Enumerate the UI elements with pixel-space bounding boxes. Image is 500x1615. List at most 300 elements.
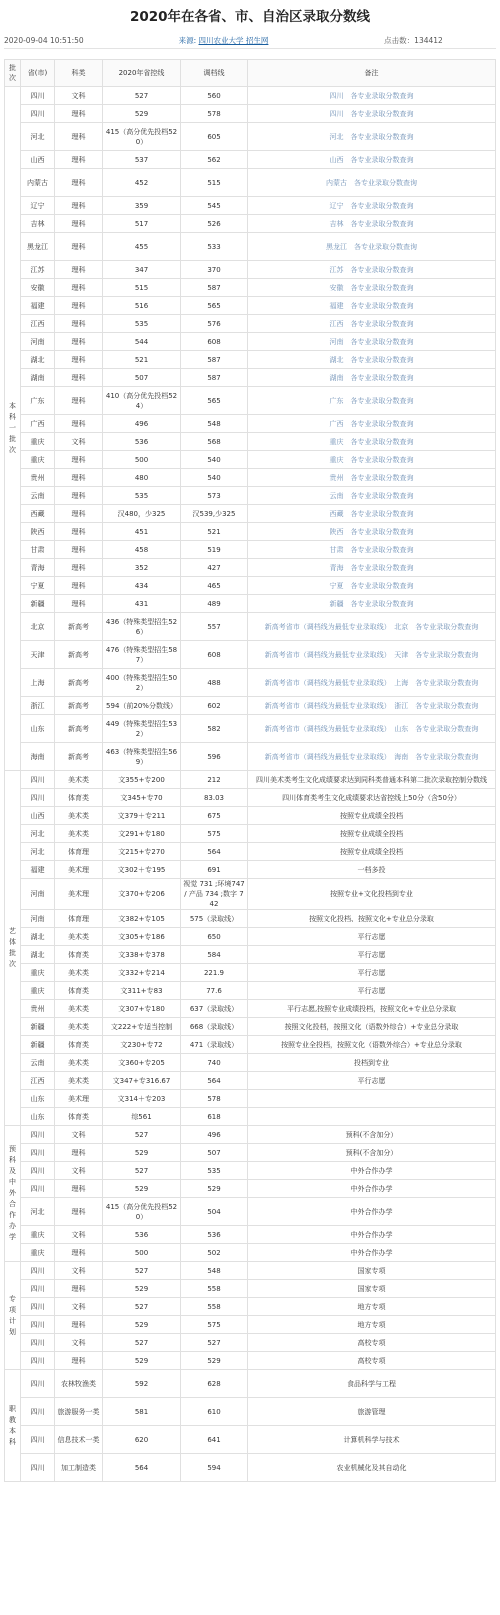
cell-subject: 理科 (55, 315, 103, 333)
cell-province: 四川 (21, 1280, 55, 1298)
cell-subject: 理科 (55, 1198, 103, 1226)
table-row (5, 1398, 496, 1426)
cell-remarks: 旅游管理 (248, 1398, 496, 1426)
cell-control-line: 529 (103, 1316, 181, 1334)
cell-control-line: 581 (103, 1398, 181, 1426)
cell-remarks: 按照文化投档、按照文化+专业总分录取 (248, 910, 496, 928)
cell-cutoff-line: 519 (181, 541, 248, 559)
cell-cutoff-line: 587 (181, 369, 248, 387)
batch-cell: 专项计划 (5, 1262, 21, 1370)
cell-cutoff-line: 77.6 (181, 982, 248, 1000)
cell-remarks: 平行志愿 (248, 928, 496, 946)
cell-control-line: 527 (103, 1126, 181, 1144)
cell-cutoff-line: 582 (181, 715, 248, 743)
cell-remarks[interactable]: 甘肃 各专业录取分数查询 (248, 541, 496, 559)
cell-remarks: 食品科学与工程 (248, 1370, 496, 1398)
cell-control-line: 452 (103, 169, 181, 197)
cell-remarks[interactable]: 新高考省市（调档线为最低专业录取线） 上海 各专业录取分数查询 (248, 669, 496, 697)
cell-remarks: 按照专业成绩全投档 (248, 807, 496, 825)
table-row (5, 1018, 496, 1036)
cell-province: 重庆 (21, 451, 55, 469)
cell-subject: 理科 (55, 1244, 103, 1262)
cell-province: 山东 (21, 1108, 55, 1126)
cell-cutoff-line: 641 (181, 1426, 248, 1454)
header-batch: 批次 (5, 60, 21, 87)
cell-subject: 理科 (55, 123, 103, 151)
cell-province: 四川 (21, 1316, 55, 1334)
cell-remarks: 中外合作办学 (248, 1226, 496, 1244)
cell-province: 山东 (21, 1090, 55, 1108)
cell-control-line: 436（特殊类型招生526） (103, 613, 181, 641)
cell-cutoff-line: 602 (181, 697, 248, 715)
cell-remarks: 农业机械化及其自动化 (248, 1454, 496, 1482)
cell-remarks: 平行志愿 (248, 1072, 496, 1090)
cell-province: 山东 (21, 715, 55, 743)
cell-remarks[interactable]: 宁夏 各专业录取分数查询 (248, 577, 496, 595)
cell-subject: 理科 (55, 1144, 103, 1162)
cell-subject: 体育类 (55, 1036, 103, 1054)
cell-province: 重庆 (21, 1226, 55, 1244)
table-row (5, 1054, 496, 1072)
cell-subject: 理科 (55, 151, 103, 169)
cell-province: 四川 (21, 1454, 55, 1482)
cell-province: 重庆 (21, 964, 55, 982)
cell-control-line: 529 (103, 105, 181, 123)
table-row (5, 297, 496, 315)
table-row (5, 151, 496, 169)
cell-cutoff-line: 540 (181, 469, 248, 487)
page-title: 2020年在各省、市、自治区录取分数线 (129, 9, 371, 25)
header-remarks: 备注 (248, 60, 496, 87)
cell-subject: 新高考 (55, 697, 103, 715)
cell-control-line: 516 (103, 297, 181, 315)
cell-control-line: 汉480，少325 (103, 505, 181, 523)
batch-cell: 职教本科 (5, 1370, 21, 1482)
cell-remarks: 高校专项 (248, 1334, 496, 1352)
cell-cutoff-line: 565 (181, 387, 248, 415)
cell-remarks[interactable]: 黑龙江 各专业录取分数查询 (248, 233, 496, 261)
cell-cutoff-line: 576 (181, 315, 248, 333)
cell-control-line: 文314＋专203 (103, 1090, 181, 1108)
table-row (5, 1090, 496, 1108)
table-row (5, 669, 496, 697)
cell-province: 河北 (21, 843, 55, 861)
cell-control-line: 500 (103, 1244, 181, 1262)
cell-remarks[interactable]: 新高考省市（调档线为最低专业录取线） 北京 各专业录取分数查询 (248, 613, 496, 641)
cell-province: 新疆 (21, 1036, 55, 1054)
cell-subject: 新高考 (55, 743, 103, 771)
table-row (5, 451, 496, 469)
table-header-row (5, 60, 496, 87)
cell-control-line: 536 (103, 433, 181, 451)
table-row (5, 1334, 496, 1352)
cell-cutoff-line: 汉539,少325 (181, 505, 248, 523)
cell-subject: 理科 (55, 559, 103, 577)
cell-province: 重庆 (21, 1244, 55, 1262)
cell-subject: 文科 (55, 1298, 103, 1316)
cell-remarks[interactable]: 江苏 各专业录取分数查询 (248, 261, 496, 279)
cell-subject: 美术类 (55, 1072, 103, 1090)
cell-remarks: 计算机科学与技术 (248, 1426, 496, 1454)
cell-remarks: 按照文化投档，按照文化（语数外综合）+专业总分录取 (248, 1018, 496, 1036)
cell-province: 宁夏 (21, 577, 55, 595)
cell-remarks: 投档到专业 (248, 1054, 496, 1072)
cell-province: 江苏 (21, 261, 55, 279)
admission-score-table (4, 59, 496, 1482)
cell-province: 天津 (21, 641, 55, 669)
cell-cutoff-line: 608 (181, 333, 248, 351)
cell-subject: 理科 (55, 541, 103, 559)
table-row (5, 1072, 496, 1090)
cell-cutoff-line: 668（录取线） (181, 1018, 248, 1036)
table-row (5, 577, 496, 595)
cell-remarks[interactable]: 河北 各专业录取分数查询 (248, 123, 496, 151)
cell-control-line: 517 (103, 215, 181, 233)
cell-cutoff-line: 650 (181, 928, 248, 946)
cell-control-line: 文370+专206 (103, 879, 181, 910)
cell-subject: 体育类 (55, 982, 103, 1000)
table-row (5, 879, 496, 910)
cell-cutoff-line: 575 (181, 825, 248, 843)
cell-control-line: 文338+专378 (103, 946, 181, 964)
cell-control-line: 463（特殊类型招生569） (103, 743, 181, 771)
cell-subject: 文科 (55, 87, 103, 105)
cell-cutoff-line: 83.03 (181, 789, 248, 807)
table-row (5, 387, 496, 415)
cell-control-line: 文215+专270 (103, 843, 181, 861)
cell-remarks (248, 1108, 496, 1126)
header-control-line: 2020年省控线 (103, 60, 181, 87)
cell-subject: 理科 (55, 505, 103, 523)
cell-control-line: 515 (103, 279, 181, 297)
cell-control-line: 文347+专316.67 (103, 1072, 181, 1090)
cell-remarks[interactable]: 四川 各专业录取分数查询 (248, 105, 496, 123)
hit-count-label: 点击数： (384, 35, 415, 45)
cell-subject: 理科 (55, 197, 103, 215)
cell-cutoff-line: 527 (181, 1334, 248, 1352)
table-row (5, 1036, 496, 1054)
table-row (5, 1352, 496, 1370)
cell-cutoff-line: 578 (181, 105, 248, 123)
source-info (116, 35, 331, 46)
cell-remarks[interactable]: 湖北 各专业录取分数查询 (248, 351, 496, 369)
cell-cutoff-line: 488 (181, 669, 248, 697)
cell-province: 四川 (21, 1352, 55, 1370)
cell-control-line: 451 (103, 523, 181, 541)
cell-province: 四川 (21, 1180, 55, 1198)
cell-control-line: 620 (103, 1426, 181, 1454)
cell-cutoff-line: 521 (181, 523, 248, 541)
cell-remarks[interactable]: 吉林 各专业录取分数查询 (248, 215, 496, 233)
cell-remarks: 地方专项 (248, 1298, 496, 1316)
cell-subject: 理科 (55, 595, 103, 613)
cell-control-line: 592 (103, 1370, 181, 1398)
cell-remarks: 平行志愿,按照专业成绩投档，按照文化+专业总分录取 (248, 1000, 496, 1018)
cell-subject: 理科 (55, 415, 103, 433)
cell-remarks[interactable]: 新高考省市（调档线为最低专业录取线） 海南 各专业录取分数查询 (248, 743, 496, 771)
cell-province: 贵州 (21, 469, 55, 487)
cell-subject: 理科 (55, 369, 103, 387)
cell-cutoff-line: 740 (181, 1054, 248, 1072)
table-row (5, 1226, 496, 1244)
cell-province: 云南 (21, 1054, 55, 1072)
cell-cutoff-line: 628 (181, 1370, 248, 1398)
cell-remarks: 四川美术类考生文化成绩要求达到同科类普通本科第二批次录取控制分数线 (248, 771, 496, 789)
cell-cutoff-line: 610 (181, 1398, 248, 1426)
cell-province: 新疆 (21, 1018, 55, 1036)
cell-cutoff-line: 608 (181, 641, 248, 669)
cell-control-line: 文222+专适当控制 (103, 1018, 181, 1036)
cell-remarks: 地方专项 (248, 1316, 496, 1334)
table-row (5, 697, 496, 715)
cell-cutoff-line: 560 (181, 87, 248, 105)
cell-remarks[interactable]: 新高考省市（调档线为最低专业录取线） 山东 各专业录取分数查询 (248, 715, 496, 743)
cell-subject: 美术类 (55, 807, 103, 825)
cell-cutoff-line: 548 (181, 415, 248, 433)
cell-remarks: 预科(不含加分） (248, 1126, 496, 1144)
cell-subject: 美术理 (55, 1090, 103, 1108)
cell-subject: 新高考 (55, 613, 103, 641)
table-row (5, 315, 496, 333)
cell-cutoff-line: 562 (181, 151, 248, 169)
cell-control-line: 文305+专186 (103, 928, 181, 946)
cell-control-line: 434 (103, 577, 181, 595)
cell-province: 福建 (21, 861, 55, 879)
cell-cutoff-line: 504 (181, 1198, 248, 1226)
table-row (5, 910, 496, 928)
cell-subject: 美术类 (55, 1000, 103, 1018)
cell-control-line: 458 (103, 541, 181, 559)
cell-remarks[interactable]: 重庆 各专业录取分数查询 (248, 451, 496, 469)
cell-remarks[interactable]: 湖南 各专业录取分数查询 (248, 369, 496, 387)
cell-province: 河北 (21, 1198, 55, 1226)
cell-remarks: 中外合作办学 (248, 1162, 496, 1180)
cell-subject: 理科 (55, 105, 103, 123)
cell-cutoff-line: 594 (181, 1454, 248, 1482)
cell-control-line: 352 (103, 559, 181, 577)
cell-subject: 体育理 (55, 843, 103, 861)
cell-remarks: 平行志愿 (248, 964, 496, 982)
cell-cutoff-line: 496 (181, 1126, 248, 1144)
table-row (5, 433, 496, 451)
cell-cutoff-line: 370 (181, 261, 248, 279)
hit-count-value: 134412 (414, 35, 443, 45)
cell-province: 四川 (21, 1144, 55, 1162)
cell-control-line: 410（高分优先投档524） (103, 387, 181, 415)
table-row (5, 861, 496, 879)
cell-remarks[interactable]: 云南 各专业录取分数查询 (248, 487, 496, 505)
cell-remarks[interactable]: 重庆 各专业录取分数查询 (248, 433, 496, 451)
cell-control-line: 500 (103, 451, 181, 469)
cell-subject: 体育理 (55, 910, 103, 928)
cell-control-line: 544 (103, 333, 181, 351)
cell-cutoff-line: 548 (181, 1262, 248, 1280)
cell-control-line: 359 (103, 197, 181, 215)
cell-subject: 加工制造类 (55, 1454, 103, 1482)
cell-cutoff-line: 427 (181, 559, 248, 577)
cell-province: 广东 (21, 387, 55, 415)
cell-remarks[interactable]: 福建 各专业录取分数查询 (248, 297, 496, 315)
cell-cutoff-line: 视觉 731 ;环境747 / 产品 734 ;数字 742 (181, 879, 248, 910)
cell-province: 湖北 (21, 946, 55, 964)
table-row (5, 369, 496, 387)
cell-province: 辽宁 (21, 197, 55, 215)
cell-province: 吉林 (21, 215, 55, 233)
table-row (5, 469, 496, 487)
cell-subject: 理科 (55, 279, 103, 297)
cell-province: 海南 (21, 743, 55, 771)
cell-remarks: 按照专业成绩全投档 (248, 825, 496, 843)
cell-remarks[interactable]: 贵州 各专业录取分数查询 (248, 469, 496, 487)
cell-remarks: 按照专业成绩全投档 (248, 843, 496, 861)
cell-remarks (248, 1090, 496, 1108)
table-row (5, 1262, 496, 1280)
cell-control-line: 527 (103, 1298, 181, 1316)
cell-control-line: 文230+专72 (103, 1036, 181, 1054)
cell-control-line: 527 (103, 1262, 181, 1280)
cell-province: 四川 (21, 1162, 55, 1180)
table-row (5, 595, 496, 613)
cell-subject: 理科 (55, 1316, 103, 1334)
table-row (5, 105, 496, 123)
table-row (5, 87, 496, 105)
table-row (5, 1108, 496, 1126)
cell-cutoff-line: 533 (181, 233, 248, 261)
cell-subject: 理科 (55, 577, 103, 595)
cell-control-line: 480 (103, 469, 181, 487)
table-row (5, 771, 496, 789)
cell-remarks: 按照专业全投档，按照文化（语数外综合）+专业总分录取 (248, 1036, 496, 1054)
table-row (5, 743, 496, 771)
cell-control-line: 415（高分优先投档520） (103, 123, 181, 151)
table-row (5, 982, 496, 1000)
cell-province: 甘肃 (21, 541, 55, 559)
source-link[interactable]: 四川农业大学 招生网 (198, 35, 269, 45)
cell-cutoff-line: 221.9 (181, 964, 248, 982)
cell-remarks: 平行志愿 (248, 946, 496, 964)
cell-cutoff-line: 515 (181, 169, 248, 197)
cell-subject: 美术类 (55, 1018, 103, 1036)
cell-cutoff-line: 575 (181, 1316, 248, 1334)
table-row (5, 333, 496, 351)
table-row (5, 1144, 496, 1162)
cell-subject: 理科 (55, 1352, 103, 1370)
cell-province: 贵州 (21, 1000, 55, 1018)
table-row (5, 279, 496, 297)
table-row (5, 1162, 496, 1180)
cell-cutoff-line: 212 (181, 771, 248, 789)
cell-control-line: 507 (103, 369, 181, 387)
cell-province: 四川 (21, 1370, 55, 1398)
cell-subject: 体育类 (55, 1108, 103, 1126)
cell-control-line: 综561 (103, 1108, 181, 1126)
cell-province: 重庆 (21, 982, 55, 1000)
cell-control-line: 527 (103, 1334, 181, 1352)
cell-control-line: 529 (103, 1352, 181, 1370)
cell-subject: 美术类 (55, 964, 103, 982)
cell-remarks[interactable]: 江西 各专业录取分数查询 (248, 315, 496, 333)
cell-control-line: 496 (103, 415, 181, 433)
cell-subject: 理科 (55, 351, 103, 369)
cell-cutoff-line: 535 (181, 1162, 248, 1180)
cell-province: 江西 (21, 315, 55, 333)
batch-cell: 预科及中外合作办学 (5, 1126, 21, 1262)
cell-remarks[interactable]: 广东 各专业录取分数查询 (248, 387, 496, 415)
cell-province: 河南 (21, 333, 55, 351)
cell-remarks[interactable]: 安徽 各专业录取分数查询 (248, 279, 496, 297)
table-row (5, 197, 496, 215)
cell-cutoff-line: 526 (181, 215, 248, 233)
cell-remarks[interactable]: 新疆 各专业录取分数查询 (248, 595, 496, 613)
cell-cutoff-line: 529 (181, 1352, 248, 1370)
cell-province: 四川 (21, 1262, 55, 1280)
cell-control-line: 文360+专205 (103, 1054, 181, 1072)
cell-province: 四川 (21, 1334, 55, 1352)
cell-province: 河北 (21, 825, 55, 843)
cell-remarks: 按照专业+文化投档到专业 (248, 879, 496, 910)
cell-subject: 文科 (55, 1126, 103, 1144)
cell-province: 河南 (21, 910, 55, 928)
table-row (5, 843, 496, 861)
cell-control-line: 文332+专214 (103, 964, 181, 982)
cell-cutoff-line: 584 (181, 946, 248, 964)
cell-control-line: 431 (103, 595, 181, 613)
table-row (5, 1180, 496, 1198)
cell-remarks: 平行志愿 (248, 982, 496, 1000)
cell-remarks[interactable]: 广西 各专业录取分数查询 (248, 415, 496, 433)
cell-remarks[interactable]: 内蒙古 各专业录取分数查询 (248, 169, 496, 197)
batch-cell: 艺体批次 (5, 771, 21, 1126)
cell-cutoff-line: 564 (181, 843, 248, 861)
cell-province: 福建 (21, 297, 55, 315)
cell-remarks: 国家专项 (248, 1280, 496, 1298)
cell-cutoff-line: 605 (181, 123, 248, 151)
cell-cutoff-line: 529 (181, 1180, 248, 1198)
cell-subject: 美术类 (55, 771, 103, 789)
table-row (5, 1454, 496, 1482)
cell-subject: 理科 (55, 169, 103, 197)
cell-cutoff-line: 557 (181, 613, 248, 641)
cell-remarks[interactable]: 四川 各专业录取分数查询 (248, 87, 496, 105)
cell-subject: 新高考 (55, 715, 103, 743)
header-province: 省(市) (21, 60, 55, 87)
cell-subject: 理科 (55, 261, 103, 279)
cell-province: 四川 (21, 771, 55, 789)
cell-remarks[interactable]: 河南 各专业录取分数查询 (248, 333, 496, 351)
table-row (5, 415, 496, 433)
header-subject: 科类 (55, 60, 103, 87)
cell-province: 北京 (21, 613, 55, 641)
cell-control-line: 594（前20%分数线） (103, 697, 181, 715)
table-row (5, 1370, 496, 1398)
cell-remarks[interactable]: 新高考省市（调档线为最低专业录取线） 浙江 各专业录取分数查询 (248, 697, 496, 715)
table-row (5, 613, 496, 641)
cell-province: 四川 (21, 1398, 55, 1426)
cell-province: 湖南 (21, 369, 55, 387)
cell-control-line: 文307+专180 (103, 1000, 181, 1018)
cell-remarks[interactable]: 青海 各专业录取分数查询 (248, 559, 496, 577)
cell-remarks[interactable]: 辽宁 各专业录取分数查询 (248, 197, 496, 215)
cell-cutoff-line: 558 (181, 1298, 248, 1316)
cell-remarks[interactable]: 陕西 各专业录取分数查询 (248, 523, 496, 541)
cell-cutoff-line: 618 (181, 1108, 248, 1126)
cell-remarks[interactable]: 西藏 各专业录取分数查询 (248, 505, 496, 523)
table-row (5, 1280, 496, 1298)
cell-remarks[interactable]: 新高考省市（调档线为最低专业录取线） 天津 各专业录取分数查询 (248, 641, 496, 669)
cell-cutoff-line: 536 (181, 1226, 248, 1244)
cell-province: 黑龙江 (21, 233, 55, 261)
cell-remarks[interactable]: 山西 各专业录取分数查询 (248, 151, 496, 169)
